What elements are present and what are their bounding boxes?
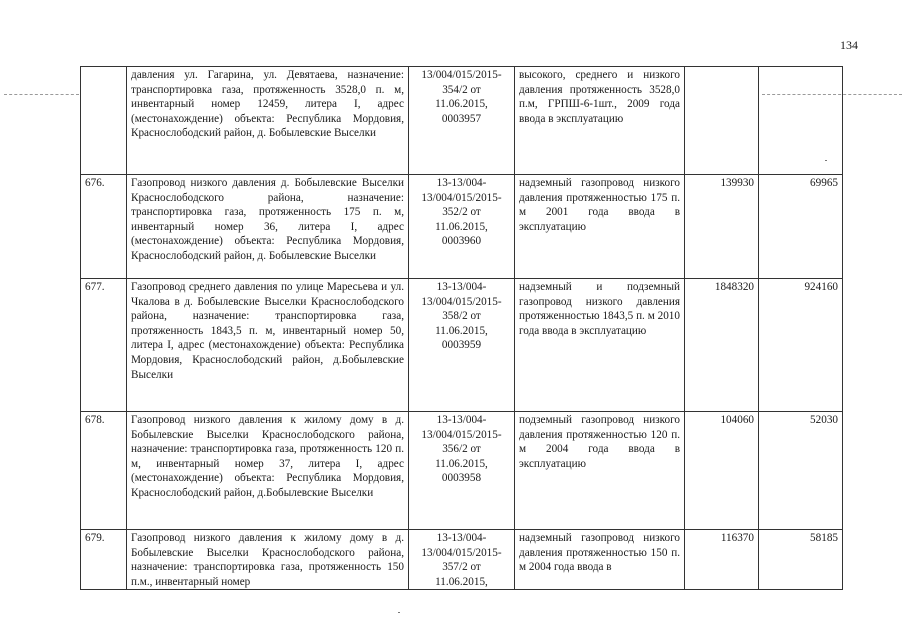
- value-column-2: 924160: [759, 279, 843, 412]
- table-row: [81, 412, 843, 530]
- table-row: [81, 175, 843, 279]
- object-description: Газопровод низкого давления к жилому дому в д. Бобылевские Выселки Краснослободского района, назначение: транспортировка газа, протяженность 150 п.м., инвентарный номер: [127, 530, 409, 590]
- scan-speck: [825, 160, 827, 161]
- property-register-table: [80, 66, 843, 590]
- table-row: [81, 530, 843, 590]
- value-column-2: 58185: [759, 530, 843, 590]
- value-column-1: 116370: [685, 530, 759, 590]
- row-number: 676.: [81, 175, 127, 279]
- page-number: 134: [840, 38, 858, 52]
- scan-artifact-line: [4, 94, 79, 95]
- object-description: Газопровод среднего давления по улице Маресьева и ул. Чкалова в д. Бобылевские Выселки Краснослободского района, назначение: транспортировка газа, протяженность 1843,5 п. м, инвентарный номер 50, литера I, адрес (местонахождение) объекта: Республика Мордовия, Краснослободский район, д.Бобылевские Выселки: [127, 279, 409, 412]
- registration-record: 13-13/004- 13/004/015/2015- 352/2 от 11.06.2015, 0003960: [409, 175, 515, 279]
- registration-record: 13/004/015/2015- 354/2 от 11.06.2015, 0003957: [409, 67, 515, 175]
- object-characteristics: надземный газопровод низкого давления протяженностью 150 п. м 2004 года ввода в: [515, 530, 685, 590]
- row-number: 679.: [81, 530, 127, 590]
- row-number: 678.: [81, 412, 127, 530]
- table-row: [81, 279, 843, 412]
- value-column-2: 69965: [759, 175, 843, 279]
- value-column-1: 1848320: [685, 279, 759, 412]
- object-characteristics: высокого, среднего и низкого давления протяженность 3528,0 п.м, ГРПШ-6-1шт., 2009 года ввода в эксплуатацию: [515, 67, 685, 175]
- object-description: Газопровод низкого давления д. Бобылевские Выселки Краснослободского района, назначение: транспортировка газа, протяженность 175 п. м, инвентарный номер 36, литера I, адрес (местонахождение) объекта: Республика Мордовия, Краснослободский район, д. Бобылевские Выселки: [127, 175, 409, 279]
- scan-speck: [398, 612, 400, 613]
- row-number: 677.: [81, 279, 127, 412]
- value-column-1: [685, 67, 759, 175]
- row-number: [81, 67, 127, 175]
- object-characteristics: подземный газопровод низкого давления протяженностью 120 п. м 2004 года ввода в эксплуатацию: [515, 412, 685, 530]
- value-column-1: 139930: [685, 175, 759, 279]
- object-description: давления ул. Гагарина, ул. Девятаева, назначение: транспортировка газа, протяженность 3528,0 п. м, инвентарный номер 12459, литера I, адрес (местонахождение) объекта: Республика Мордовия, Краснослободский район, д. Бобылевские Выселки: [127, 67, 409, 175]
- registration-record: 13-13/004- 13/004/015/2015- 358/2 от 11.06.2015, 0003959: [409, 279, 515, 412]
- table-row: [81, 67, 843, 175]
- value-column-1: 104060: [685, 412, 759, 530]
- object-characteristics: надземный и подземный газопровод низкого давления протяженностью 1843,5 п. м 2010 года ввода в эксплуатацию: [515, 279, 685, 412]
- object-characteristics: надземный газопровод низкого давления протяженностью 175 п. м 2001 года ввода в эксплуатацию: [515, 175, 685, 279]
- value-column-2: 52030: [759, 412, 843, 530]
- registration-record: 13-13/004- 13/004/015/2015- 356/2 от 11.06.2015, 0003958: [409, 412, 515, 530]
- value-column-2: [759, 67, 843, 175]
- object-description: Газопровод низкого давления к жилому дому в д. Бобылевские Выселки Краснослободского района, назначение: транспортировка газа, протяженность 120 п. м, инвентарный номер 37, литера I, адрес (местонахождение) объекта: Республика Мордовия, Краснослободский район, д.Бобылевские Выселки: [127, 412, 409, 530]
- registration-record: 13-13/004- 13/004/015/2015- 357/2 от 11.06.2015,: [409, 530, 515, 590]
